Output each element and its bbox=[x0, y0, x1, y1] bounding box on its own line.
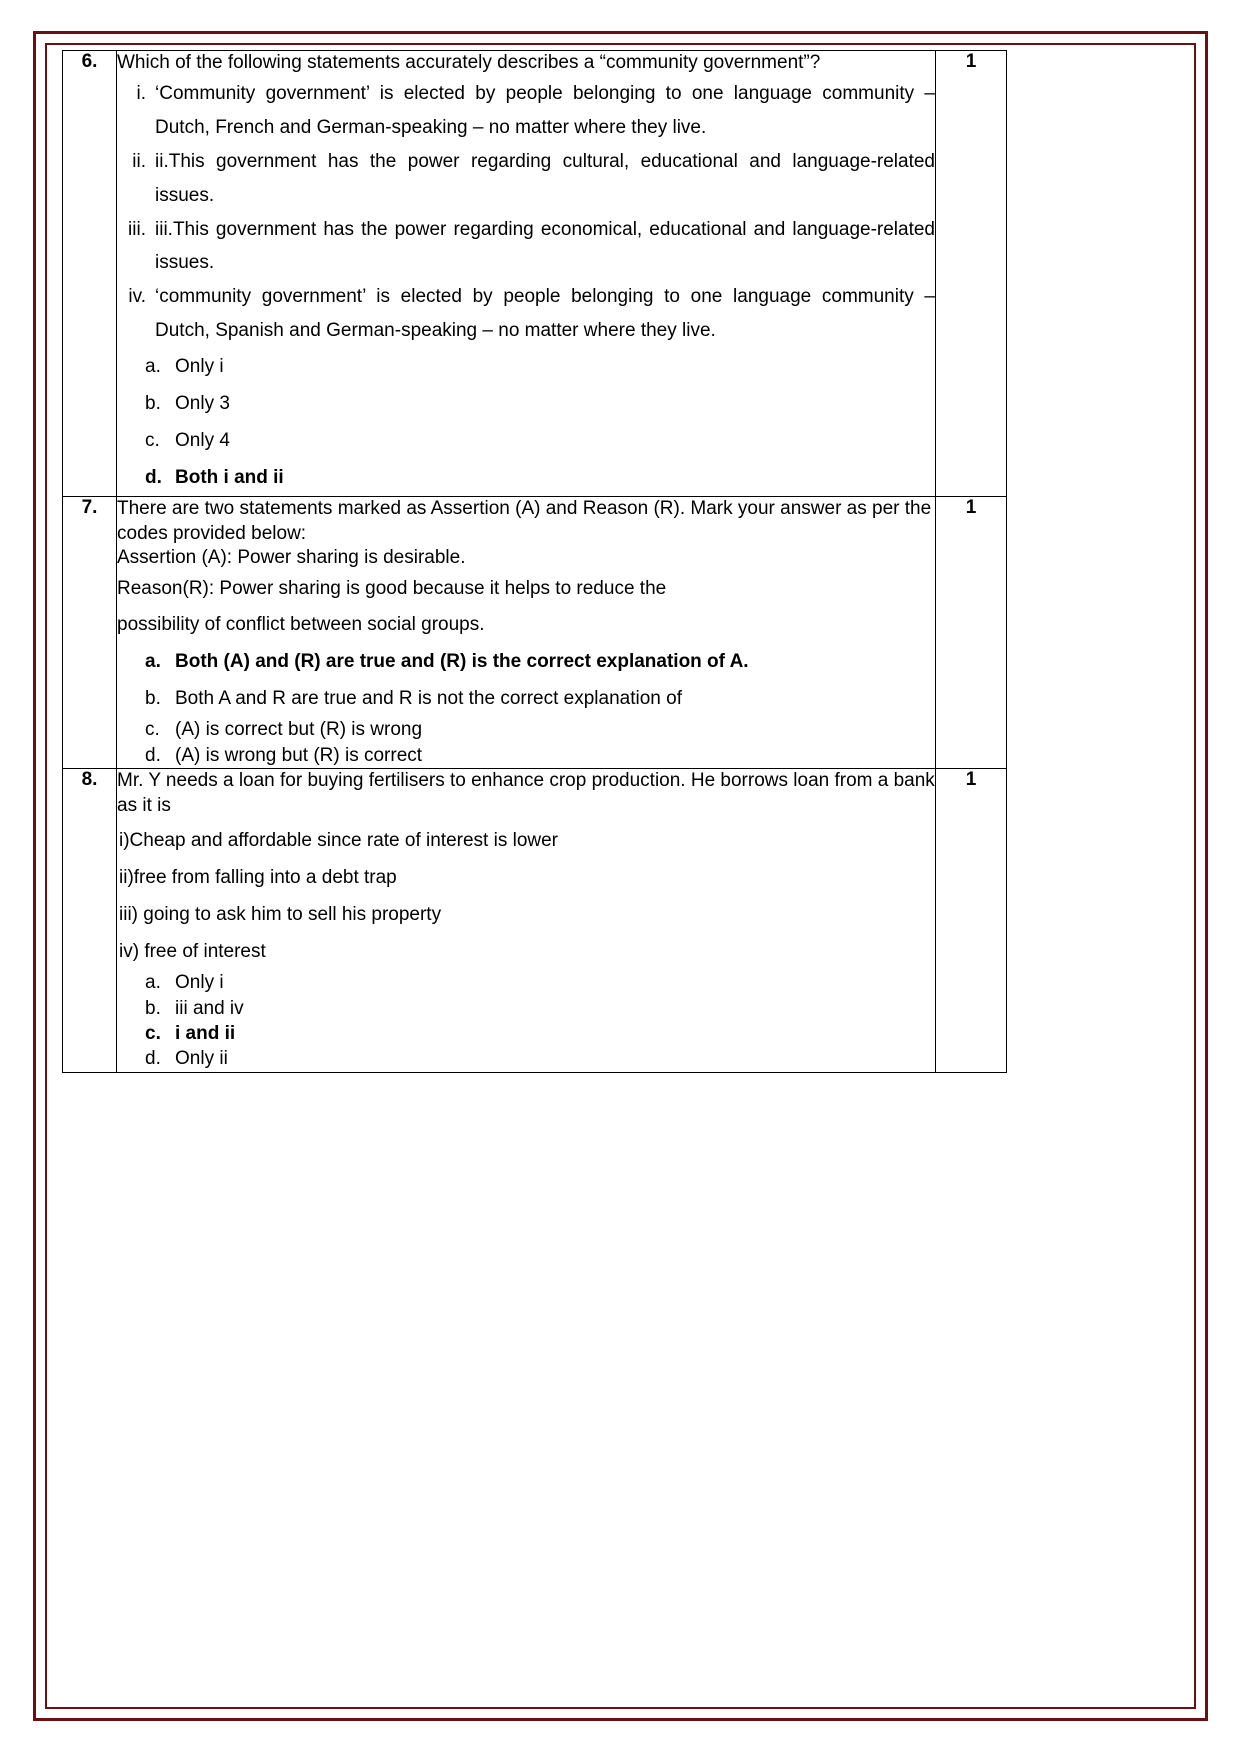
question-number-cell: 6. bbox=[63, 51, 117, 497]
question-roman-list bbox=[117, 77, 935, 348]
option-label: Only 4 bbox=[175, 429, 230, 451]
option-label: Both i and ii bbox=[175, 466, 284, 488]
option-label: Both (A) and (R) are true and (R) is the correct explanation of A. bbox=[175, 651, 749, 673]
question-body-cell bbox=[117, 497, 936, 769]
question-marks-cell: 1 bbox=[936, 51, 1007, 497]
question-number-cell: 7. bbox=[63, 497, 117, 769]
question-stem-block bbox=[117, 497, 935, 643]
question-options-list-continued bbox=[117, 717, 935, 768]
list-item-label: iii.This government has the power regarding economical, educational and language-related issues. bbox=[155, 218, 935, 274]
option-label: Only ii bbox=[175, 1048, 228, 1070]
list-item bbox=[117, 145, 935, 213]
option-label: (A) is correct but (R) is wrong bbox=[175, 719, 423, 741]
option-item[interactable] bbox=[145, 348, 935, 385]
question-marks-cell: 1 bbox=[936, 497, 1007, 769]
question-body-cell bbox=[117, 51, 936, 497]
option-marker: c. bbox=[145, 719, 160, 741]
option-item-correct[interactable] bbox=[145, 459, 935, 496]
option-marker: b. bbox=[145, 997, 161, 1019]
table-row bbox=[63, 497, 1007, 769]
question-marks-cell: 1 bbox=[936, 768, 1007, 1072]
option-marker: a. bbox=[145, 972, 161, 994]
reason-line-2: possibility of conflict between social groups. bbox=[117, 614, 485, 636]
option-item[interactable] bbox=[145, 422, 935, 459]
option-marker: c. bbox=[145, 1022, 161, 1044]
list-item-label: ii.This government has the power regarding cultural, educational and language-related issues. bbox=[155, 150, 935, 206]
option-item[interactable] bbox=[145, 743, 935, 768]
option-label: Only i bbox=[175, 972, 224, 994]
question-body-cell bbox=[117, 768, 936, 1072]
list-item: iv) free of interest bbox=[119, 941, 266, 963]
option-item[interactable] bbox=[145, 680, 935, 717]
question-options-list bbox=[117, 970, 935, 1071]
option-item[interactable] bbox=[145, 1046, 935, 1071]
option-label: Only 3 bbox=[175, 392, 230, 414]
list-item-label: ‘Community government’ is elected by people belonging to one language community – Dutch, French and German-speaking – no matter where they live. bbox=[155, 83, 935, 139]
list-item-marker: ii. bbox=[132, 150, 146, 172]
option-label: (A) is wrong but (R) is correct bbox=[175, 744, 423, 766]
list-item bbox=[117, 213, 935, 281]
table-row bbox=[63, 768, 1007, 1072]
question-stem: There are two statements marked as Assertion (A) and Reason (R). Mark your answer as per the codes provided below: bbox=[117, 498, 932, 544]
list-item bbox=[117, 280, 935, 348]
question-options-list bbox=[117, 348, 935, 496]
option-item[interactable] bbox=[145, 717, 935, 742]
assertion-line: Assertion (A): Power sharing is desirable. bbox=[117, 547, 466, 569]
question-number-cell: 8. bbox=[63, 768, 117, 1072]
option-item[interactable] bbox=[145, 970, 935, 995]
questions-table bbox=[62, 50, 1007, 1073]
list-item: i)Cheap and affordable since rate of interest is lower bbox=[119, 830, 559, 852]
option-label: Only i bbox=[175, 355, 224, 377]
option-item-correct[interactable] bbox=[145, 643, 935, 680]
option-item[interactable] bbox=[145, 385, 935, 422]
option-marker: a. bbox=[145, 355, 161, 377]
list-item bbox=[117, 77, 935, 145]
option-marker: b. bbox=[145, 688, 161, 710]
option-marker: c. bbox=[145, 429, 160, 451]
question-stem: Mr. Y needs a loan for buying fertilisers to enhance crop production. He borrows loan from a bank as it is bbox=[117, 769, 935, 816]
option-marker: b. bbox=[145, 392, 161, 414]
list-item-marker: iv. bbox=[128, 286, 146, 308]
option-marker: d. bbox=[145, 466, 162, 488]
list-item-marker: i. bbox=[136, 83, 146, 105]
list-item-marker: iii. bbox=[128, 218, 146, 240]
list-item-label: ‘community government’ is elected by people belonging to one language community – Dutch, Spanish and German-speaking – no matter where they live. bbox=[155, 286, 935, 341]
list-item: iii) going to ask him to sell his property bbox=[119, 904, 442, 926]
reason-line-1: Reason(R): Power sharing is good because it helps to reduce the bbox=[117, 578, 667, 600]
table-row bbox=[63, 51, 1007, 497]
option-item-correct[interactable] bbox=[145, 1021, 935, 1046]
option-label: i and ii bbox=[175, 1022, 236, 1044]
option-marker: a. bbox=[145, 651, 161, 673]
option-marker: d. bbox=[145, 1048, 161, 1070]
option-marker: d. bbox=[145, 744, 161, 766]
question-options-list bbox=[117, 643, 935, 717]
question-stem: Which of the following statements accurately describes a “community government”? bbox=[117, 52, 821, 73]
option-label: Both A and R are true and R is not the correct explanation of bbox=[175, 688, 682, 710]
option-label: iii and iv bbox=[175, 997, 244, 1019]
list-item: ii)free from falling into a debt trap bbox=[119, 867, 397, 889]
question-paper-content bbox=[62, 50, 1114, 1073]
option-item[interactable] bbox=[145, 996, 935, 1021]
